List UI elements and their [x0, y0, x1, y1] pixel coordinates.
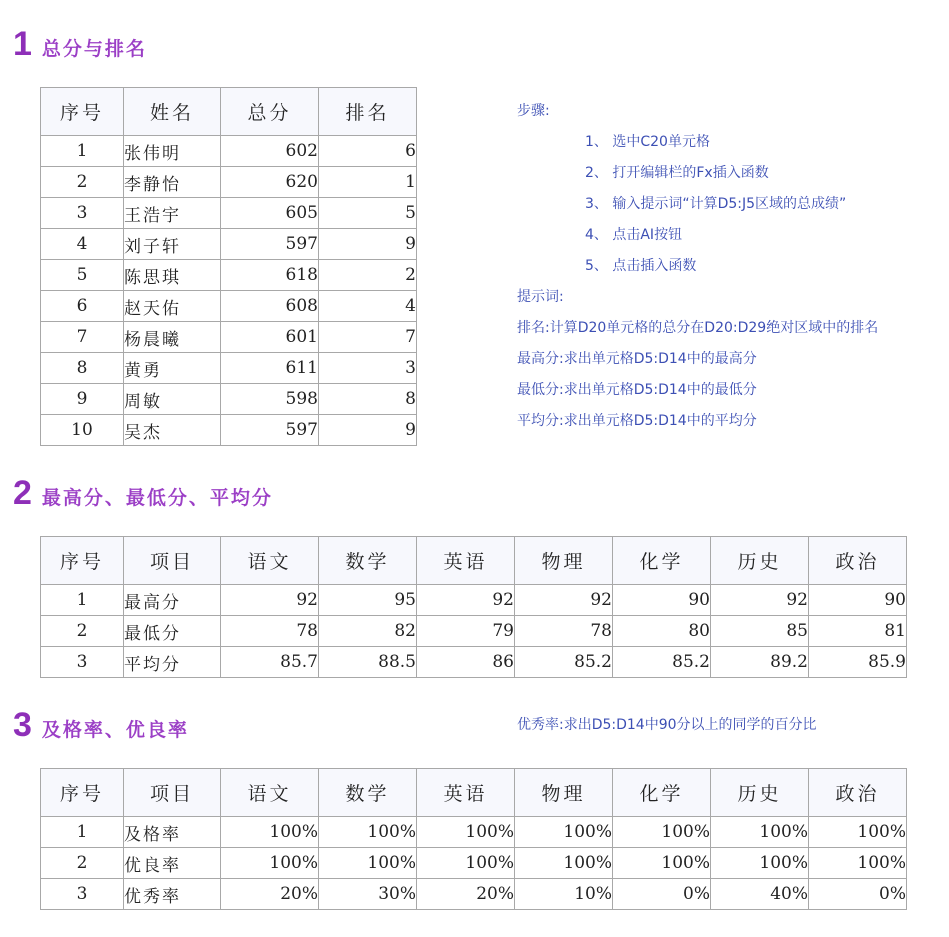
prompt-item: 平均分:求出单元格D5:D14中的平均分 [517, 413, 757, 429]
table-row [41, 167, 417, 198]
section-number: 2 [13, 474, 32, 512]
table-cell: 最高分 [124, 585, 221, 616]
table-cell: 优秀率 [124, 879, 221, 910]
table-cell: 3 [41, 879, 124, 910]
table-cell: 2 [319, 260, 417, 291]
table-cell: 1 [41, 817, 124, 848]
table-cell: 80 [613, 616, 711, 647]
section-number: 3 [13, 706, 32, 744]
column-header: 数学 [319, 769, 417, 817]
table-cell: 3 [319, 353, 417, 384]
table-row [41, 384, 417, 415]
table-cell: 605 [221, 198, 319, 229]
prompt-item: 排名:计算D20单元格的总分在D20:D29绝对区域中的排名 [517, 320, 879, 336]
table-row [41, 415, 417, 446]
column-header: 排名 [319, 88, 417, 136]
table-cell: 20% [417, 879, 515, 910]
column-header: 姓名 [124, 88, 221, 136]
table-cell: 100% [613, 817, 711, 848]
table-cell: 608 [221, 291, 319, 322]
section-heading-3 [13, 708, 189, 742]
table-cell: 2 [41, 616, 124, 647]
steps-label: 步骤: [517, 103, 550, 119]
table-cell: 周敏 [124, 384, 221, 415]
table-cell: 10% [515, 879, 613, 910]
stats-table [40, 536, 907, 678]
table-cell: 100% [515, 848, 613, 879]
table-row [41, 616, 907, 647]
table-cell: 5 [41, 260, 124, 291]
step-item: 2、 打开编辑栏的Fx插入函数 [585, 165, 769, 181]
table-row [41, 647, 907, 678]
table-cell: 90 [809, 585, 907, 616]
table-cell: 597 [221, 229, 319, 260]
table-cell: 3 [41, 647, 124, 678]
table-cell: 100% [515, 817, 613, 848]
table-cell: 20% [221, 879, 319, 910]
table-cell: 100% [613, 848, 711, 879]
table-cell: 9 [319, 229, 417, 260]
table-cell: 85 [711, 616, 809, 647]
column-header: 总分 [221, 88, 319, 136]
table-cell: 86 [417, 647, 515, 678]
column-header: 序号 [41, 769, 124, 817]
table-cell: 2 [41, 848, 124, 879]
step-item: 5、 点击插入函数 [585, 258, 697, 274]
table-header-row [41, 537, 907, 585]
column-header: 政治 [809, 769, 907, 817]
table-cell: 88.5 [319, 647, 417, 678]
table-header-row [41, 769, 907, 817]
table-row [41, 322, 417, 353]
table-cell: 优良率 [124, 848, 221, 879]
instructions-panel [517, 96, 878, 437]
table-cell: 7 [41, 322, 124, 353]
prompt-item: 最高分:求出单元格D5:D14中的最高分 [517, 351, 757, 367]
table-row [41, 817, 907, 848]
column-header: 历史 [711, 537, 809, 585]
column-header: 物理 [515, 769, 613, 817]
table-cell: 611 [221, 353, 319, 384]
section-heading-1 [13, 27, 147, 61]
table-cell: 82 [319, 616, 417, 647]
table-cell: 张伟明 [124, 136, 221, 167]
table-cell: 最低分 [124, 616, 221, 647]
table-cell: 92 [711, 585, 809, 616]
section-heading-2 [13, 476, 273, 510]
table-cell: 3 [41, 198, 124, 229]
table-row [41, 585, 907, 616]
table-cell: 黄勇 [124, 353, 221, 384]
table-cell: 92 [221, 585, 319, 616]
table-cell: 85.2 [515, 647, 613, 678]
table-row [41, 291, 417, 322]
table-cell: 618 [221, 260, 319, 291]
table-cell: 4 [319, 291, 417, 322]
table-cell: 100% [711, 817, 809, 848]
table-row [41, 229, 417, 260]
column-header: 化学 [613, 769, 711, 817]
column-header: 语文 [221, 537, 319, 585]
table-cell: 92 [515, 585, 613, 616]
table-cell: 李静怡 [124, 167, 221, 198]
section-number: 1 [13, 25, 32, 63]
table-cell: 100% [809, 848, 907, 879]
column-header: 历史 [711, 769, 809, 817]
table-cell: 王浩宇 [124, 198, 221, 229]
column-header: 数学 [319, 537, 417, 585]
table-cell: 100% [809, 817, 907, 848]
table-cell: 9 [41, 384, 124, 415]
table-cell: 1 [319, 167, 417, 198]
table-cell: 2 [41, 167, 124, 198]
column-header: 项目 [124, 537, 221, 585]
table-row [41, 260, 417, 291]
table-cell: 100% [711, 848, 809, 879]
table-cell: 92 [417, 585, 515, 616]
table-cell: 85.2 [613, 647, 711, 678]
table-cell: 赵天佑 [124, 291, 221, 322]
table-cell: 100% [221, 848, 319, 879]
table-cell: 601 [221, 322, 319, 353]
table-cell: 597 [221, 415, 319, 446]
table-cell: 0% [809, 879, 907, 910]
column-header: 序号 [41, 537, 124, 585]
rank-table [40, 87, 417, 446]
table-cell: 602 [221, 136, 319, 167]
table-cell: 8 [319, 384, 417, 415]
table-cell: 10 [41, 415, 124, 446]
table-cell: 5 [319, 198, 417, 229]
step-item: 3、 输入提示词“计算D5:J5区域的总成绩” [585, 196, 847, 212]
table-cell: 吴杰 [124, 415, 221, 446]
table-cell: 杨晨曦 [124, 322, 221, 353]
table-cell: 79 [417, 616, 515, 647]
table-cell: 9 [319, 415, 417, 446]
column-header: 政治 [809, 537, 907, 585]
table-cell: 1 [41, 585, 124, 616]
prompt-label: 提示词: [517, 289, 564, 305]
table-cell: 598 [221, 384, 319, 415]
table-cell: 平均分 [124, 647, 221, 678]
table-row [41, 198, 417, 229]
table-cell: 78 [221, 616, 319, 647]
column-header: 物理 [515, 537, 613, 585]
column-header: 英语 [417, 769, 515, 817]
table-cell: 40% [711, 879, 809, 910]
table-cell: 7 [319, 322, 417, 353]
table-cell: 89.2 [711, 647, 809, 678]
section-title: 及格率、优良率 [41, 719, 189, 741]
table-header-row [41, 88, 417, 136]
table-row [41, 848, 907, 879]
section-title: 总分与排名 [41, 38, 147, 60]
table-cell: 620 [221, 167, 319, 198]
table-cell: 81 [809, 616, 907, 647]
table-cell: 1 [41, 136, 124, 167]
column-header: 英语 [417, 537, 515, 585]
table-cell: 陈思琪 [124, 260, 221, 291]
table-cell: 90 [613, 585, 711, 616]
table-cell: 100% [319, 848, 417, 879]
column-header: 化学 [613, 537, 711, 585]
table-cell: 8 [41, 353, 124, 384]
step-item: 1、 选中C20单元格 [585, 134, 710, 150]
table-cell: 0% [613, 879, 711, 910]
column-header: 序号 [41, 88, 124, 136]
table-cell: 100% [417, 848, 515, 879]
table-row [41, 353, 417, 384]
table-cell: 刘子轩 [124, 229, 221, 260]
table-cell: 85.9 [809, 647, 907, 678]
prompt-item: 最低分:求出单元格D5:D14中的最低分 [517, 382, 757, 398]
table-cell: 30% [319, 879, 417, 910]
table-cell: 95 [319, 585, 417, 616]
table-cell: 100% [319, 817, 417, 848]
column-header: 项目 [124, 769, 221, 817]
excellent-rate-note: 优秀率:求出D5:D14中90分以上的同学的百分比 [517, 717, 817, 733]
table-cell: 4 [41, 229, 124, 260]
table-cell: 100% [221, 817, 319, 848]
table-cell: 6 [319, 136, 417, 167]
table-cell: 78 [515, 616, 613, 647]
table-row [41, 879, 907, 910]
section-title: 最高分、最低分、平均分 [41, 487, 273, 509]
table-cell: 及格率 [124, 817, 221, 848]
step-item: 4、 点击AI按钮 [585, 227, 683, 243]
table-cell: 6 [41, 291, 124, 322]
table-cell: 100% [417, 817, 515, 848]
table-row [41, 136, 417, 167]
rate-table [40, 768, 907, 910]
table-cell: 85.7 [221, 647, 319, 678]
column-header: 语文 [221, 769, 319, 817]
